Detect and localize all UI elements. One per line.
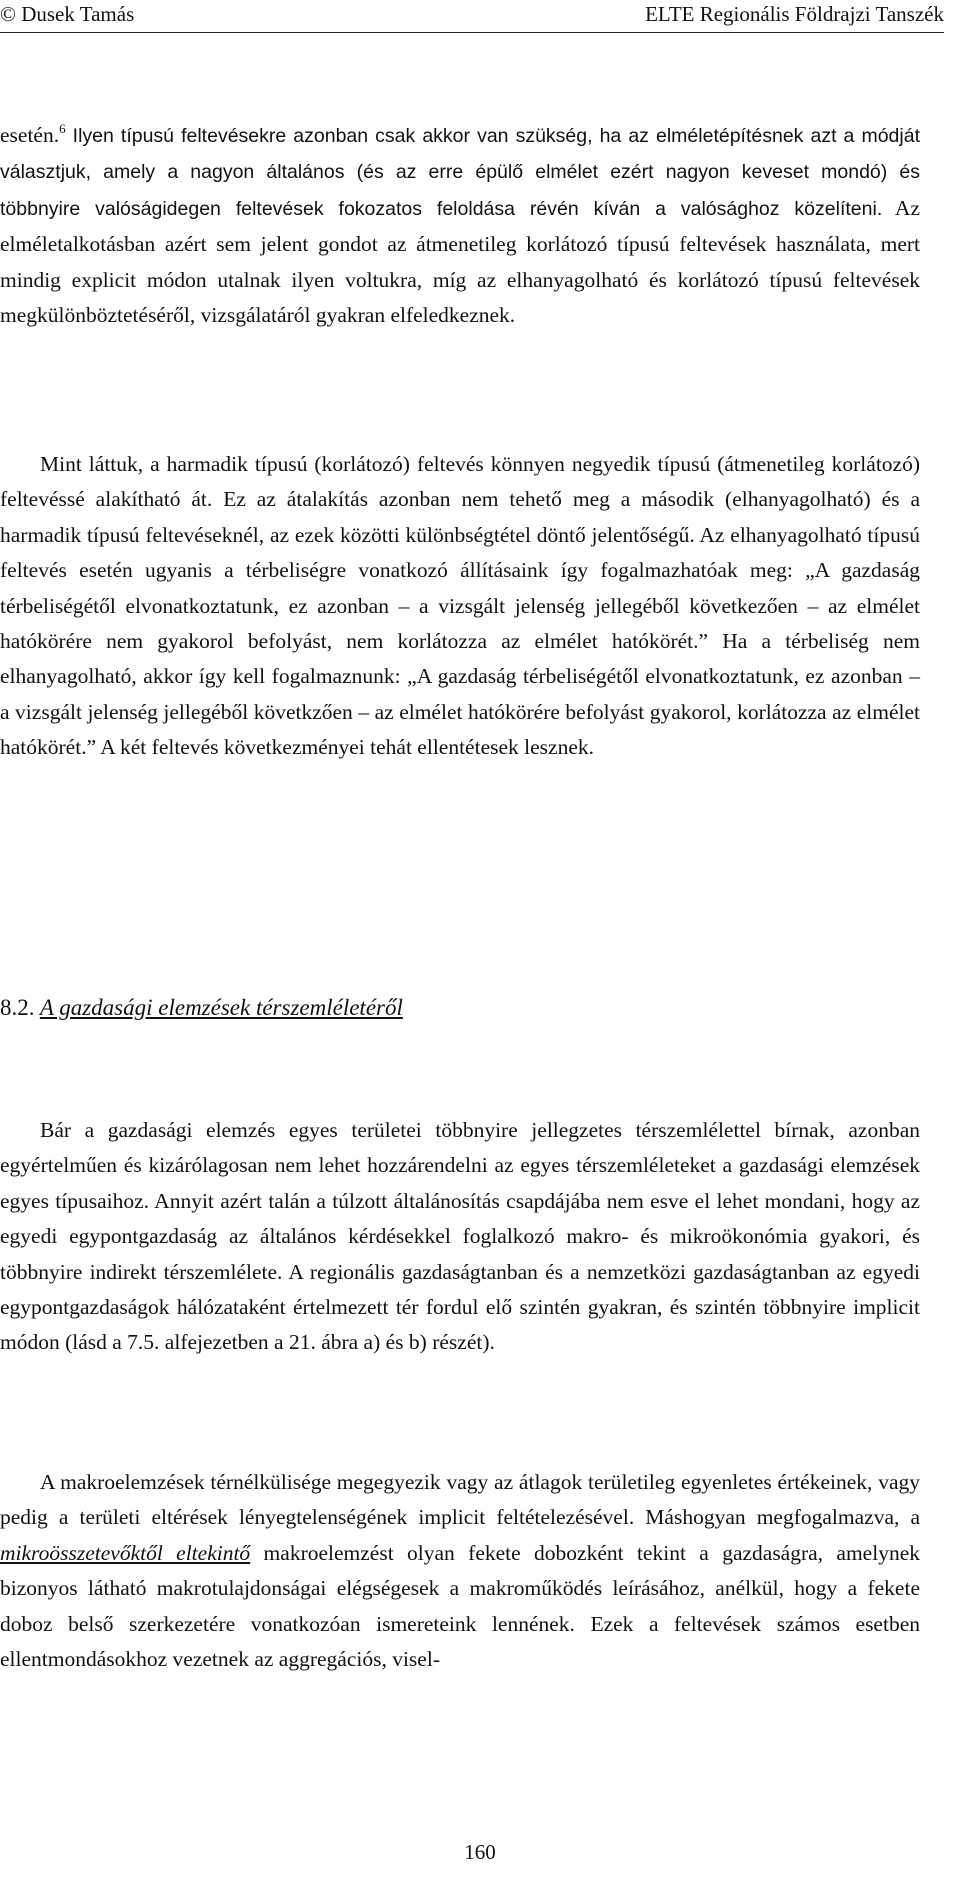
paragraph-4-emphasis: mikroösszetevőktől eltekintő [0, 1540, 251, 1565]
footnote-marker[interactable]: 6 [59, 121, 66, 136]
paragraph-4-part-a: A makroelemzések térnélkülisége megegyezik vagy az átlagok területileg egyenletes értékeinek, vagy pedig a területi eltérések lényegtelenségének implicit feltételezésével. Máshogyan megfogalmazva, a [0, 1470, 920, 1530]
header-institution: ELTE Regionális Földrajzi Tanszék [645, 2, 944, 26]
page-header [0, 0, 960, 34]
paragraph-4 [0, 1465, 920, 1677]
section-heading [0, 995, 403, 1021]
paragraph-4-part-b: makroelemzést olyan fekete dobozként tekint a gazdaságra, amelynek bizonyos látható makrotulajdonságai elégségesek a makroműködés leírásához, anélkül, hogy a fekete doboz belső szerkezetére vonatkozóan ismereteink lennének. Ezek a feltevések számos esetben ellentmondásokhoz vezetnek az aggregációs, visel- [0, 1540, 920, 1672]
paragraph-1-rest: Az elméletalkotásban azért sem jelent gondot az átmenetileg korlátozó típusú feltevések használata, mert mindig explicit módon utalnak ilyen voltukra, míg az elhanyagolható és korlátozó típusú feltevések megkülönböztetéséről, vizsgálatáról gyakran elfeledkeznek. [0, 195, 920, 328]
header-rule [0, 32, 944, 33]
paragraph-1-sans-text: Ilyen típusú feltevésekre azonban csak akkor van szükség, ha az elméletépítésnek azt a módját választjuk, amely a nagyon általános (és az erre épülő elmélet ezért nagyon keveset mondó) és többnyire valóságidegen feltevések fokozatos feloldása révén kíván a valósághoz közelíteni. [0, 125, 920, 220]
paragraph-1-start: esetén. [0, 123, 60, 147]
paragraph-2: Mint láttuk, a harmadik típusú (korlátozó) feltevés könnyen negyedik típusú (átmenetileg korlátozó) feltevéssé alakítható át. Ez az átalakítás azonban nem tehető meg a második (elhanyagolható) és a harmadik típusú feltevéseknél, az ezek közötti különbségtétel döntő jelentőségű. Az elhanyagolható típusú feltevés esetén ugyanis a térbeliségre vonatkozó állításaink így fogalmazhatóak meg: „A gazdaság térbeliségétől elvonatkoztatunk, ez azonban – a vizsgált jelenség jellegéből következően – az elmélet hatókörére nem gyakorol befolyást, nem korlátozza az elmélet hatókörét.” Ha a térbeliség nem elhanyagolható, akkor így kell fogalmaznunk: „A gazdaság térbeliségétől elvonatkoztatunk, ez azonban – a vizsgált jelenség jellegéből követkzően – az elmélet hatókörére befolyást gyakorol, korlátozza az elmélet hatókörét.” A két feltevés következményei tehát ellentétesek lesznek. [0, 452, 920, 760]
section-number: 8.2. [0, 995, 35, 1020]
section-title: A gazdasági elemzések térszemléletéről [39, 995, 403, 1020]
page-number: 160 [464, 1840, 496, 1864]
header-author: © Dusek Tamás [0, 2, 135, 26]
paragraph-3: Bár a gazdasági elemzés egyes területei többnyire jellegzetes térszemlélettel bírnak, azonban egyértelműen és kizárólagosan nem lehet hozzárendelni az egyes térszemléleteket a gazdasági elemzések egyes típusaihoz. Annyit azért talán a túlzott általánosítás csapdájába nem esve el lehet mondani, hogy az egyedi egypontgazdaság az általános kérdésekkel foglalkozó makro- és mikroökonómia gyakori, és többnyire indirekt térszemlélete. A regionális gazdaságtanban és a nemzetközi gazdaságtanban az egyedi egypontgazdaságok hálózataként értelmezett tér fordul elő szintén gyakran, és szintén többnyire implicit módon (lásd a 7.5. alfejezetben a 21. ábra a) és b) részét). [0, 1118, 920, 1355]
paragraph-1 [0, 118, 920, 333]
